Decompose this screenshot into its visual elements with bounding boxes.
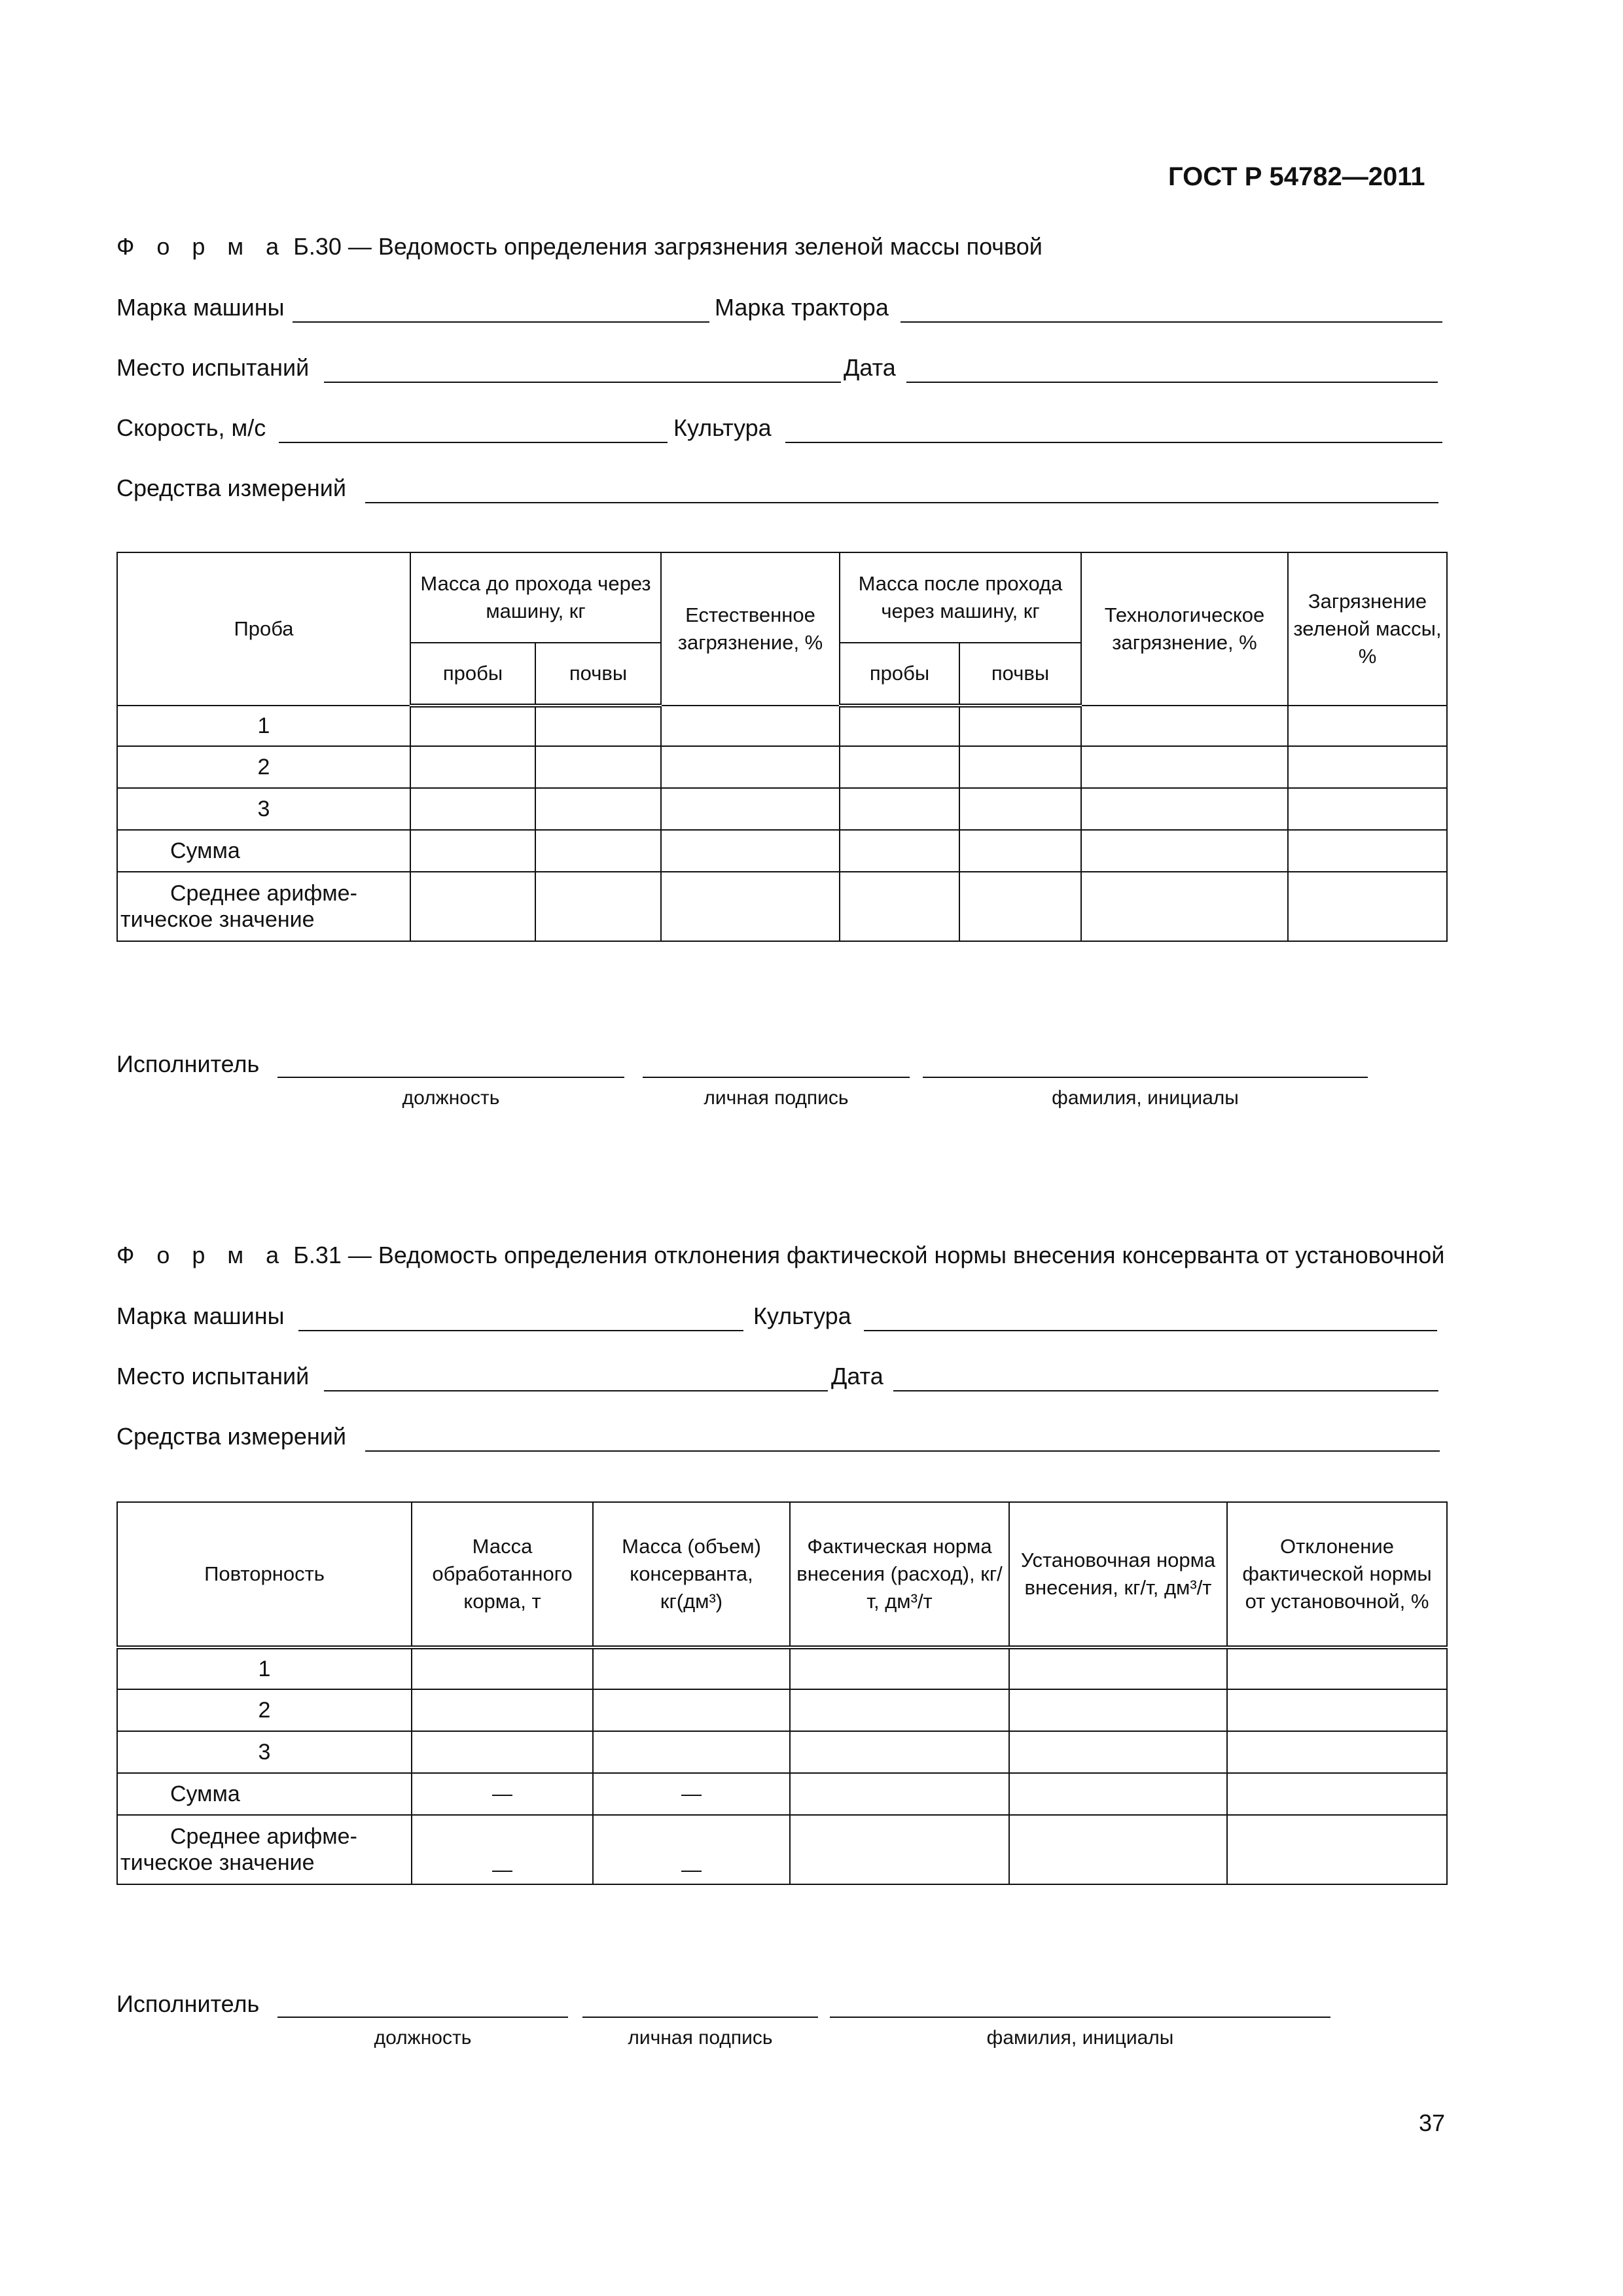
table-cell[interactable] — [840, 706, 959, 746]
document-code: ГОСТ Р 54782—2011 — [1168, 162, 1425, 191]
position-caption: должность — [402, 1087, 500, 1109]
table-cell[interactable] — [410, 788, 535, 830]
table-cell[interactable] — [1288, 706, 1447, 746]
header-natural-contamination: Естественное загрязнение, % — [661, 552, 840, 706]
table-cell[interactable] — [840, 746, 959, 788]
dash-cell: — — [412, 1815, 593, 1884]
table-cell[interactable] — [1288, 830, 1447, 872]
b31-row-site — [0, 1363, 1623, 1395]
table-cell[interactable] — [959, 706, 1081, 746]
name-caption: фамилия, инициалы — [1052, 1087, 1239, 1109]
table-cell[interactable] — [1227, 1689, 1447, 1731]
row-sum-label: Сумма — [117, 1773, 412, 1815]
b31-row-instruments — [0, 1423, 1623, 1456]
table-row — [117, 872, 1447, 941]
test-site-field[interactable] — [324, 382, 841, 383]
b30-table — [116, 552, 1448, 942]
table-cell[interactable] — [959, 788, 1081, 830]
signature-caption: личная подпись — [704, 1087, 849, 1109]
crop-label: Культура — [753, 1302, 851, 1329]
row-label: 1 — [117, 1647, 412, 1689]
header-setting-rate: Установочная норма внесения, кг/т, дм³/т — [1009, 1502, 1227, 1647]
instruments-label: Средства измерений — [116, 475, 347, 501]
table-cell[interactable] — [535, 706, 661, 746]
b30-row-site — [0, 354, 1623, 387]
date-field[interactable] — [893, 1390, 1438, 1391]
crop-label: Культура — [673, 414, 772, 441]
table-cell[interactable] — [661, 830, 840, 872]
executor-label: Исполнитель — [116, 1990, 260, 2017]
table-cell[interactable] — [593, 1647, 790, 1689]
table-cell[interactable] — [535, 788, 661, 830]
table-cell[interactable] — [959, 872, 1081, 941]
table-cell[interactable] — [412, 1731, 593, 1773]
form-b31-title — [116, 1242, 1444, 1269]
table-cell[interactable] — [1288, 872, 1447, 941]
machine-brand-label: Марка машины — [116, 294, 285, 321]
table-cell[interactable] — [661, 872, 840, 941]
dash-cell: — — [593, 1815, 790, 1884]
table-cell[interactable] — [593, 1689, 790, 1731]
table-row — [117, 1731, 1447, 1773]
table-cell[interactable] — [840, 830, 959, 872]
instruments-field[interactable] — [365, 1450, 1440, 1452]
table-cell[interactable] — [535, 872, 661, 941]
table-cell[interactable] — [1009, 1815, 1227, 1884]
header-mass-preservative: Масса (объем) консерванта, кг(дм³) — [593, 1502, 790, 1647]
header-actual-rate: Фактическая норма внесения (расход), кг/т, дм³/т — [790, 1502, 1009, 1647]
row-label: 2 — [117, 1689, 412, 1731]
table-cell[interactable] — [410, 706, 535, 746]
table-cell[interactable] — [1081, 830, 1288, 872]
machine-brand-field[interactable] — [298, 1330, 743, 1331]
date-label: Дата — [844, 354, 896, 381]
subheader-soil-after: почвы — [959, 643, 1081, 706]
table-cell[interactable] — [661, 746, 840, 788]
row-mean-line2: тическое значение — [120, 907, 315, 932]
crop-field[interactable] — [864, 1330, 1437, 1331]
row-label: 2 — [117, 746, 410, 788]
table-row — [117, 1689, 1447, 1731]
name-field[interactable] — [923, 1077, 1368, 1078]
table-cell[interactable] — [790, 1815, 1009, 1884]
tractor-brand-field[interactable] — [901, 321, 1442, 323]
row-mean-line2: тическое значение — [120, 1850, 315, 1875]
table-row — [117, 1647, 1447, 1689]
row-label: 3 — [117, 788, 410, 830]
row-mean-line1: Среднее арифме- — [170, 881, 357, 906]
row-mean-label — [117, 872, 410, 941]
table-cell[interactable] — [1009, 1731, 1227, 1773]
test-site-label: Место испытаний — [116, 1363, 310, 1390]
table-row — [117, 1815, 1447, 1884]
row-mean-line1: Среднее арифме- — [170, 1824, 357, 1849]
form-b30-title-text: Б.30 — Ведомость определения загрязнения зеленой массы почвой — [293, 233, 1043, 260]
form-b31-title-text: Б.31 — Ведомость определения отклонения фактической нормы внесения консерванта от установочной — [293, 1242, 1445, 1268]
table-cell[interactable] — [410, 872, 535, 941]
speed-label: Скорость, м/с — [116, 414, 266, 441]
signature-caption: личная подпись — [628, 2027, 773, 2049]
instruments-label: Средства измерений — [116, 1423, 347, 1450]
position-field[interactable] — [277, 2017, 568, 2018]
header-deviation: Отклонение фактической нормы от установочной, % — [1227, 1502, 1447, 1647]
table-cell[interactable] — [1227, 1773, 1447, 1815]
date-label: Дата — [831, 1363, 883, 1390]
table-cell[interactable] — [790, 1731, 1009, 1773]
table-cell[interactable] — [840, 872, 959, 941]
speed-field[interactable] — [279, 442, 668, 443]
table-cell[interactable] — [959, 746, 1081, 788]
table-cell[interactable] — [1081, 706, 1288, 746]
table-cell[interactable] — [593, 1731, 790, 1773]
header-tech-contamination: Технологическое загрязнение, % — [1081, 552, 1288, 706]
table-cell[interactable] — [1081, 788, 1288, 830]
table-cell[interactable] — [661, 788, 840, 830]
b31-table — [116, 1501, 1448, 1885]
row-mean-label — [117, 1815, 412, 1884]
row-sum-label: Сумма — [117, 830, 410, 872]
page-number: 37 — [1419, 2109, 1446, 2136]
table-row — [117, 788, 1447, 830]
test-site-label: Место испытаний — [116, 354, 310, 381]
machine-brand-field[interactable] — [293, 321, 709, 323]
table-cell[interactable] — [1081, 746, 1288, 788]
table-cell[interactable] — [412, 1689, 593, 1731]
subheader-soil-before: почвы — [535, 643, 661, 706]
table-cell[interactable] — [410, 830, 535, 872]
form-word: Ф о р м а — [116, 233, 287, 260]
table-row — [117, 1773, 1447, 1815]
subheader-sample-after: пробы — [840, 643, 959, 706]
table-cell[interactable] — [1009, 1647, 1227, 1689]
tractor-brand-label: Марка трактора — [715, 294, 889, 321]
form-word: Ф о р м а — [116, 1242, 287, 1268]
executor-label: Исполнитель — [116, 1050, 260, 1077]
table-cell[interactable] — [410, 746, 535, 788]
instruments-field[interactable] — [365, 502, 1438, 503]
header-mass-before: Масса до прохода через машину, кг — [410, 552, 661, 643]
table-cell[interactable] — [790, 1689, 1009, 1731]
dash-cell: — — [412, 1773, 593, 1815]
header-mass-feed: Масса обработанного корма, т — [412, 1502, 593, 1647]
signature-field[interactable] — [643, 1077, 910, 1078]
table-cell[interactable] — [790, 1773, 1009, 1815]
dash-cell: — — [593, 1773, 790, 1815]
machine-brand-label: Марка машины — [116, 1302, 285, 1329]
b31-row-machine — [0, 1302, 1623, 1335]
name-field[interactable] — [830, 2017, 1330, 2018]
header-sample: Проба — [117, 552, 410, 706]
table-cell[interactable] — [1081, 872, 1288, 941]
crop-field[interactable] — [785, 442, 1442, 443]
table-cell[interactable] — [1009, 1773, 1227, 1815]
form-b30-title — [116, 233, 1043, 260]
row-label: 1 — [117, 706, 410, 746]
table-cell[interactable] — [1009, 1689, 1227, 1731]
table-cell[interactable] — [1288, 746, 1447, 788]
header-green-contamination: Загрязнение зеленой массы, % — [1288, 552, 1447, 706]
table-cell[interactable] — [840, 788, 959, 830]
subheader-sample-before: пробы — [410, 643, 535, 706]
table-row — [117, 706, 1447, 746]
table-cell[interactable] — [535, 746, 661, 788]
b30-row-instruments — [0, 475, 1623, 507]
position-caption: должность — [374, 2027, 472, 2049]
test-site-field[interactable] — [324, 1390, 828, 1391]
b30-row-machine — [0, 294, 1623, 327]
date-field[interactable] — [906, 382, 1438, 383]
header-repeat: Повторность — [117, 1502, 412, 1647]
name-caption: фамилия, инициалы — [986, 2027, 1174, 2049]
table-cell[interactable] — [790, 1647, 1009, 1689]
table-cell[interactable] — [1227, 1815, 1447, 1884]
table-cell[interactable] — [535, 830, 661, 872]
header-mass-after: Масса после прохода через машину, кг — [840, 552, 1081, 643]
table-cell[interactable] — [1288, 788, 1447, 830]
row-label: 3 — [117, 1731, 412, 1773]
b30-row-speed — [0, 414, 1623, 447]
table-cell[interactable] — [412, 1647, 593, 1689]
table-cell[interactable] — [1227, 1647, 1447, 1689]
position-field[interactable] — [277, 1077, 624, 1078]
table-cell[interactable] — [1227, 1731, 1447, 1773]
table-row — [117, 830, 1447, 872]
table-cell[interactable] — [959, 830, 1081, 872]
table-row — [117, 746, 1447, 788]
table-cell[interactable] — [661, 706, 840, 746]
signature-field[interactable] — [582, 2017, 818, 2018]
